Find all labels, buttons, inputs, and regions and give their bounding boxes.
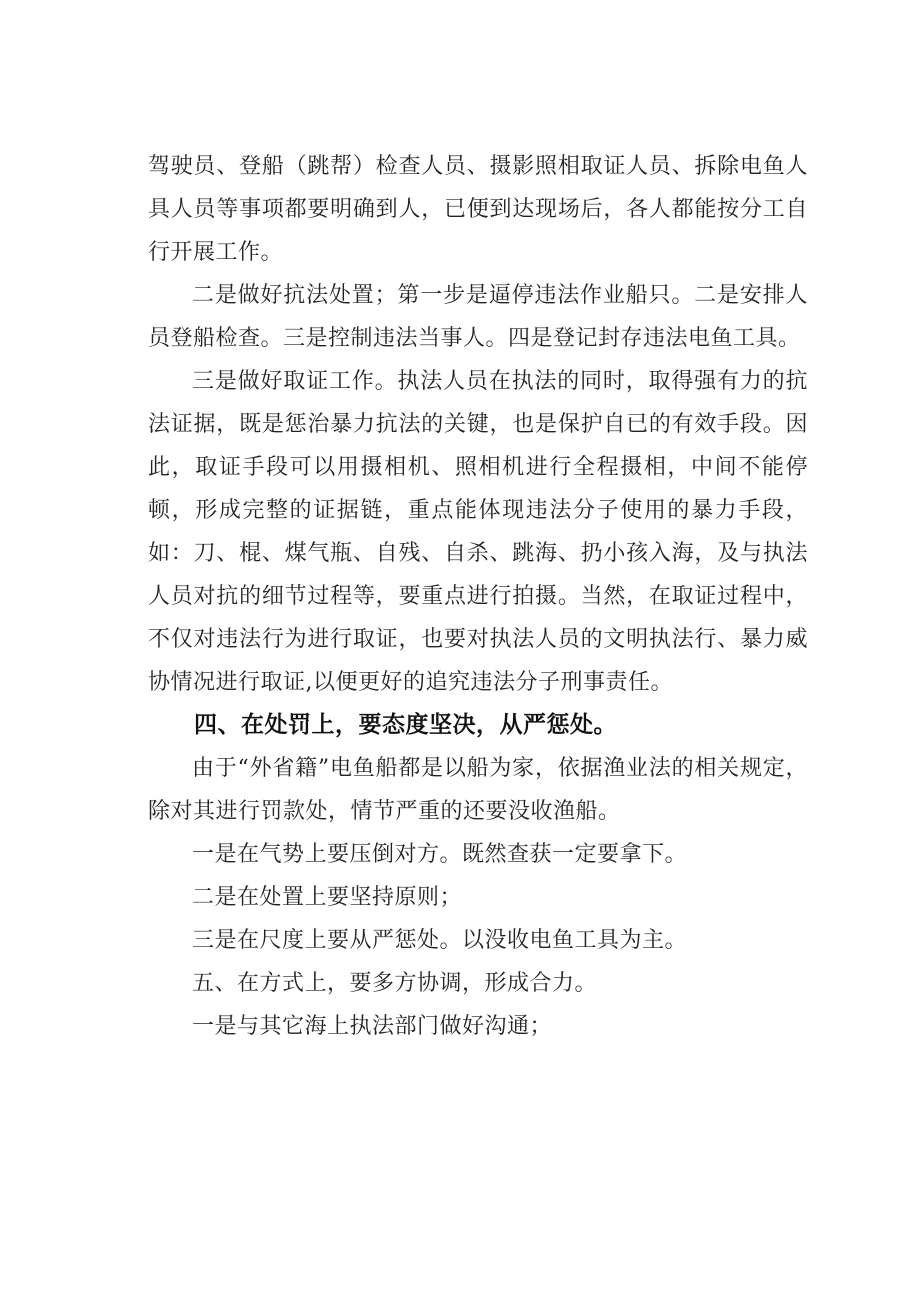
section-heading-punishment: 四、在处罚上，要态度坚决，从严惩处。 [194, 712, 617, 738]
document-body [148, 145, 808, 1048]
paragraph-out-of-province-boats: 由于“外省籍”电鱼船都是以船为家，依据渔业法的相关规定，除对其进行罚款处，情节严重的还要没收渔船。 [148, 756, 808, 824]
paragraph-principles: 二是在处置上要坚持原则； [192, 885, 463, 910]
paragraph-continuation: 驾驶员、登船（跳帮）检查人员、摄影照相取证人员、拆除电鱼人具人员等事项都要明确到人，已便到达现场后，各人都能按分工自行开展工作。 [148, 154, 808, 265]
paragraph-severity: 三是在尺度上要从严惩处。以没收电鱼工具为主。 [192, 928, 688, 953]
paragraph-resistance-handling: 二是做好抗法处置；第一步是逼停违法作业船只。二是安排人员登船检查。三是控制违法当事人。四是登记封存违法电鱼工具。 [148, 283, 808, 351]
paragraph-communication: 一是与其它海上执法部门做好沟通； [192, 1014, 553, 1039]
paragraph-momentum: 一是在气势上要压倒对方。既然查获一定要拿下。 [192, 842, 688, 867]
section-heading-coordination: 五、在方式上，要多方协调，形成合力。 [192, 971, 598, 996]
paragraph-evidence-collection: 三是做好取证工作。执法人员在执法的同时，取得强有力的抗法证据，既是惩治暴力抗法的关键，也是保护自已的有效手段。因此，取证手段可以用摄相机、照相机进行全程摄相，中间不能停顿，形成完整的证据链，重点能体现违法分子使用的暴力手段，如：刀、棍、煤气瓶、自残、自杀、跳海、扔小孩入海，及与执法人员对抗的细节过程等，要重点进行拍摄。当然，在取证过程中，不仅对违法行为进行取证，也要对执法人员的文明执法行、暴力威协情况进行取证,以便更好的追究违法分子刑事责任。 [148, 369, 808, 695]
